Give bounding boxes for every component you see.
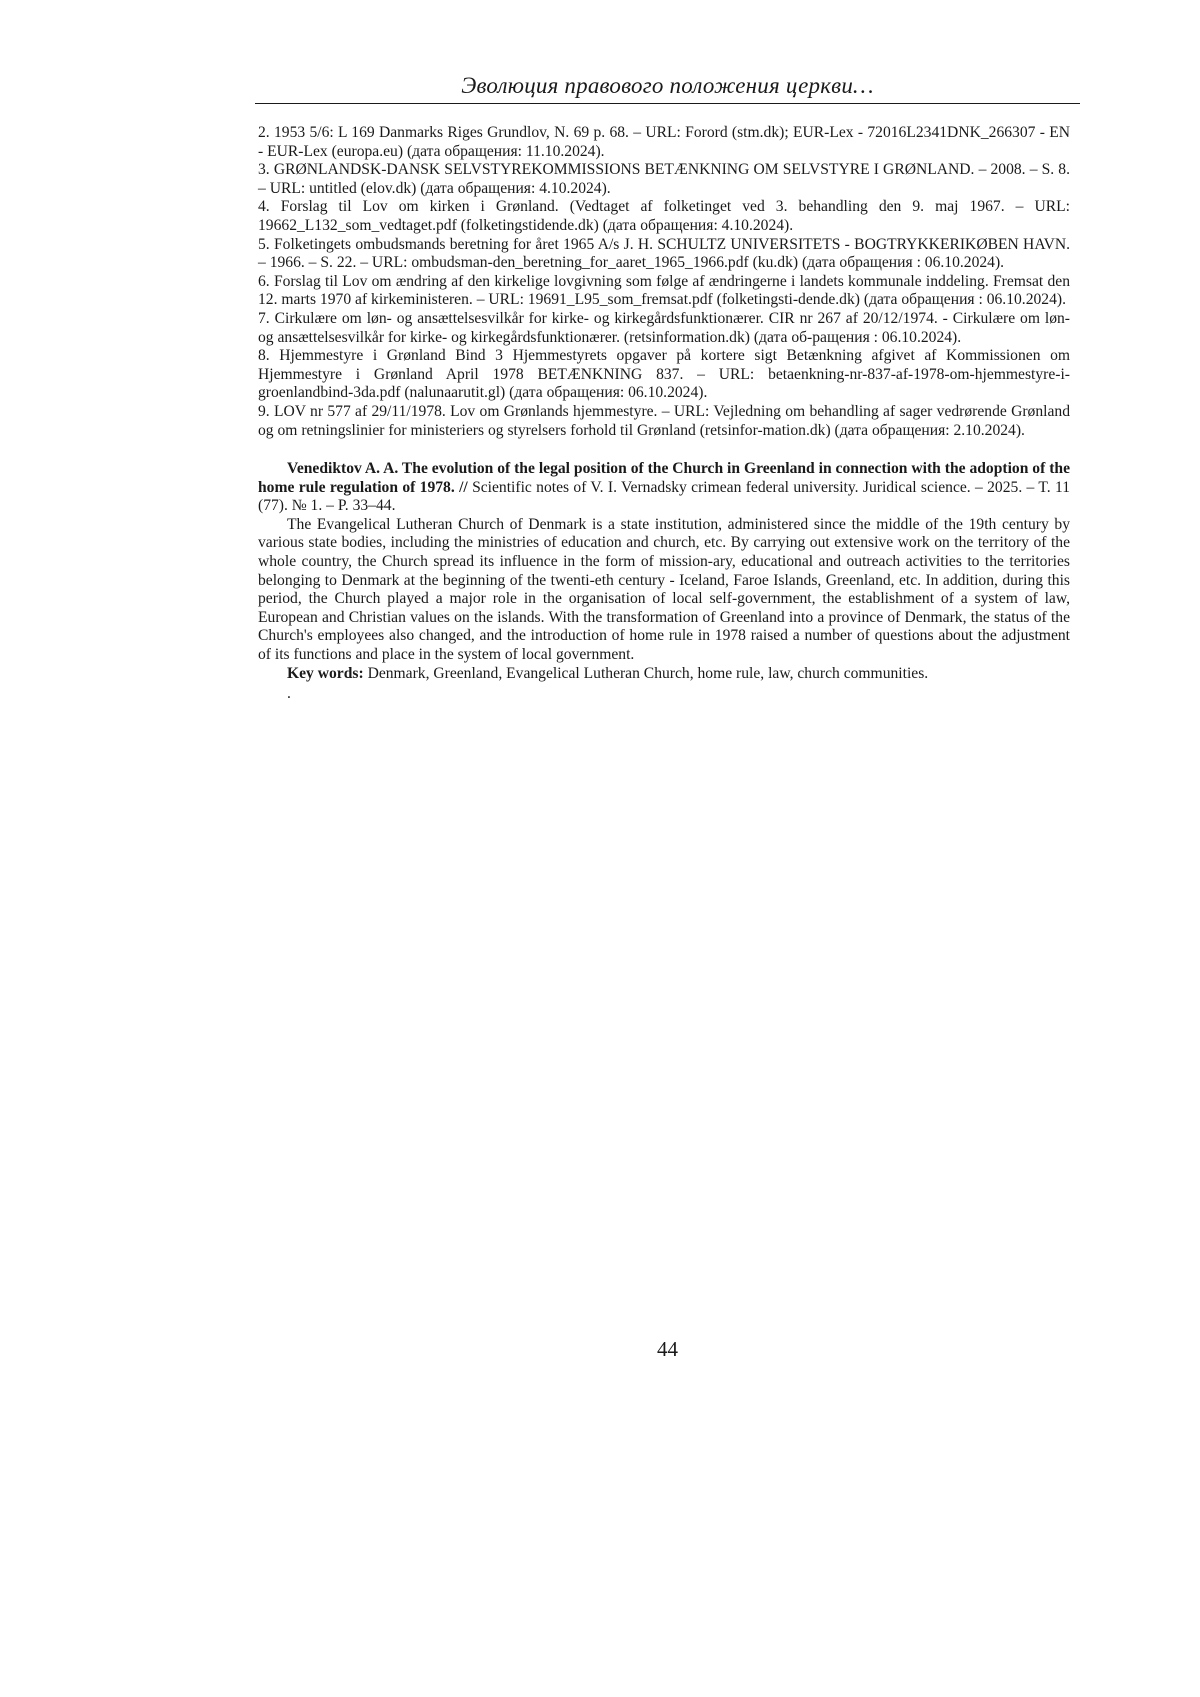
abstract-citation <box>258 460 1070 516</box>
trailing-mark: . <box>287 685 291 703</box>
reference-list <box>258 124 1070 440</box>
english-abstract <box>258 460 1070 703</box>
abstract-body: The Evangelical Lutheran Church of Denmark is a state institution, administered since the middle of the 19th century by various state bodies, including the ministries of education and church, etc. By carrying out extensive work on the territory of the whole country, the Church spread its influence in the form of mission-ary, educational and outreach activities to the territories belonging to Denmark at the beginning of the twenti-eth century - Iceland, Faroe Islands, Greenland, etc. In addition, during this period, the Church played a major role in the organisation of local self-government, the establishment of a system of law, European and Christian values on the islands. With the transformation of Greenland into a province of Denmark, the status of the Church's employees also changed, and the introduction of home rule in 1978 raised a number of questions about the adjustment of its functions and place in the system of local government. <box>258 515 1070 664</box>
reference-item: 9. LOV nr 577 af 29/11/1978. Lov om Grønlands hjemmestyre. – URL: Vejledning om behandling af sager vedrørende Grønland og om retningslinier for ministeriers og styrelsers forhold til Grønland (retsinfor-mation.dk) (дата обращения: 2.10.2024). <box>258 402 1070 439</box>
page-number: 44 <box>657 1337 678 1361</box>
citation-title: Venediktov A. A. The evolution of the legal position of the Church in Greenland in connection with the adoption of the home rule regulation of 1978. // <box>258 460 1070 496</box>
header-rule <box>255 103 1080 104</box>
reference-item: 5. Folketingets ombudsmands beretning for året 1965 A/s J. H. SCHULTZ UNIVERSITETS - BOGTRYKKERIKØBEN HAVN. – 1966. – S. 22. – URL: ombudsman-den_beretning_for_aaret_1965_1966.pdf (ku.dk) (дата обращения : 06.10.2024). <box>258 235 1070 272</box>
keywords-text: Denmark, Greenland, Evangelical Lutheran Church, home rule, law, church communities. <box>363 664 929 682</box>
citation-source: Scientific notes of V. I. Vernadsky crimean federal university. Juridical science. – 2025. – T. 11 (77). № 1. – P. 33–44. <box>258 478 1070 515</box>
keywords-label: Key words: <box>287 664 364 682</box>
reference-item: 4. Forslag til Lov om kirken i Grønland. (Vedtaget af folketinget ved 3. behandling den 9. maj 1967. – URL: 19662_L132_som_vedtaget.pdf (folketingstidende.dk) (дата обращения: 4.10.2024). <box>258 198 1070 234</box>
reference-item: 6. Forslag til Lov om ændring af den kirkelige lovgivning som følge af ændringerne i landets kommunale inddeling. Fremsat den 12. marts 1970 af kirkeministeren. – URL: 19691_L95_som_fremsat.pdf (folketingsti-dende.dk) (дата обращения : 06.10.2024). <box>258 272 1070 309</box>
reference-item: 8. Hjemmestyre i Grønland Bind 3 Hjemmestyrets opgaver på kortere sigt Betænkning afgivet af Kommissionen om Hjemmestyre i Grønland April 1978 BETÆNKNING 837. – URL: betaenkning-nr-837-af-1978-om-hjemmestyre-i-groenlandbind-3da.pdf (nalunaarutit.gl) (дата обращения: 06.10.2024). <box>258 347 1070 402</box>
running-header-title: Эволюция правового положения церкви… <box>461 73 874 98</box>
reference-item: 2. 1953 5/6: L 169 Danmarks Riges Grundlov, N. 69 p. 68. – URL: Forord (stm.dk); EUR-Lex - 72016L2341DNK_266307 - EN - EUR-Lex (europa.eu) (дата обращения: 11.10.2024). <box>258 124 1070 160</box>
page-content <box>258 124 1070 703</box>
reference-item: 3. GRØNLANDSK-DANSK SELVSTYREKOMMISSIONS BETÆNKNING OM SELVSTYRE I GRØNLAND. – 2008. – S. 8. – URL: untitled (elov.dk) (дата обращения: 4.10.2024). <box>258 161 1070 197</box>
reference-item: 7. Cirkulære om løn- og ansættelsesvilkår for kirke- og kirkegårdsfunktionærer. CIR nr 267 af 20/12/1974. - Cirkulære om løn- og ansættelsesvilkår for kirke- og kirkegårdsfunktionærer. (retsinformation.dk) (дата об-ращения : 06.10.2024). <box>258 309 1070 346</box>
keywords-line <box>258 665 1070 684</box>
